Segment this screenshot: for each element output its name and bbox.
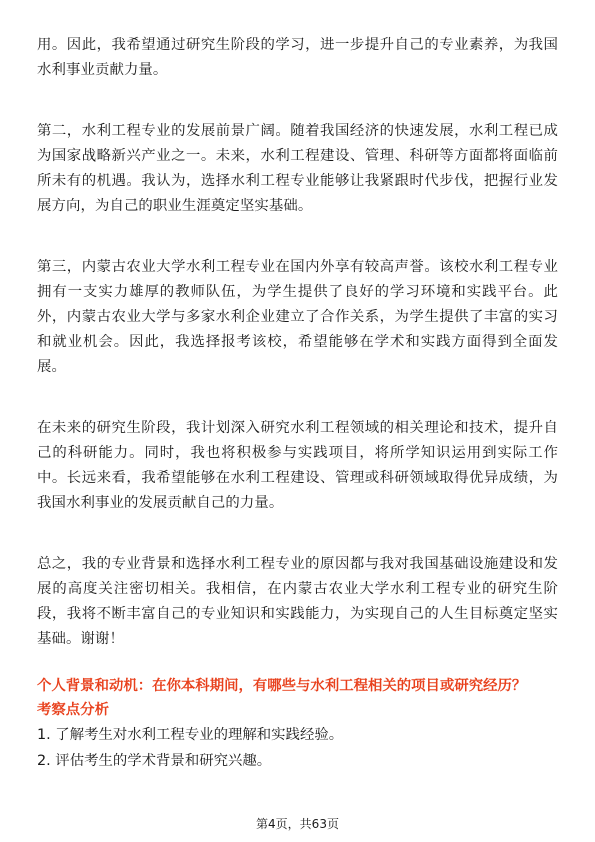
analysis-item: 1. 了解考生对水利工程专业的理解和实践经验。: [37, 727, 344, 743]
interview-question: 个人背景和动机：在你本科期间，有哪些与水利工程相关的项目或研究经历？: [37, 678, 527, 694]
paragraph-second-reason: 第二，水利工程专业的发展前景广阔。随着我国经济的快速发展，水利工程已成为国家战略新兴产业之一。未来，水利工程建设、管理、科研等方面都将面临前所未有的机遇。我认为，选择水利工程专业能够让我紧跟时代步伐，把握行业发展方向，为自己的职业生涯奠定坚实基础。: [37, 123, 558, 214]
page-number: 第4页，共63页: [256, 817, 339, 831]
paragraph-conclusion: 总之，我的专业背景和选择水利工程专业的原因都与我对我国基础设施建设和发展的高度关注密切相关。我相信，在内蒙古农业大学水利工程专业的研究生阶段，我将不断丰富自己的专业知识和实践能力，为实现自己的人生目标奠定坚实基础。谢谢！: [37, 556, 558, 647]
paragraph-third-reason: 第三，内蒙古农业大学水利工程专业在国内外享有较高声誉。该校水利工程专业拥有一支实力雄厚的教师队伍，为学生提供了良好的学习环境和实践平台。此外，内蒙古农业大学与多家水利企业建立了合作关系，为学生提供了丰富的实习和就业机会。因此，我选择报考该校，希望能够在学术和实践方面得到全面发展。: [37, 259, 558, 375]
document-body: [37, 33, 558, 774]
section-gap: [37, 652, 558, 674]
paragraph-continuation: 用。因此，我希望通过研究生阶段的学习，进一步提升自己的专业素养，为我国水利事业贡献力量。: [37, 37, 558, 78]
paragraph-gap: [37, 516, 558, 552]
paragraph-gap: [37, 380, 558, 416]
paragraph-gap: [37, 219, 558, 255]
analysis-title: 考察点分析: [37, 702, 109, 718]
paragraph-future-plan: 在未来的研究生阶段，我计划深入研究水利工程领域的相关理论和技术，提升自己的科研能力。同时，我也将积极参与实践项目，将所学知识运用到实际工作中。长远来看，我希望能够在水利工程建设、管理或科研领域取得优异成绩，为我国水利事业的发展贡献自己的力量。: [37, 420, 558, 511]
paragraph-gap: [37, 83, 558, 119]
analysis-item: 2. 评估考生的学术背景和研究兴趣。: [37, 753, 272, 769]
